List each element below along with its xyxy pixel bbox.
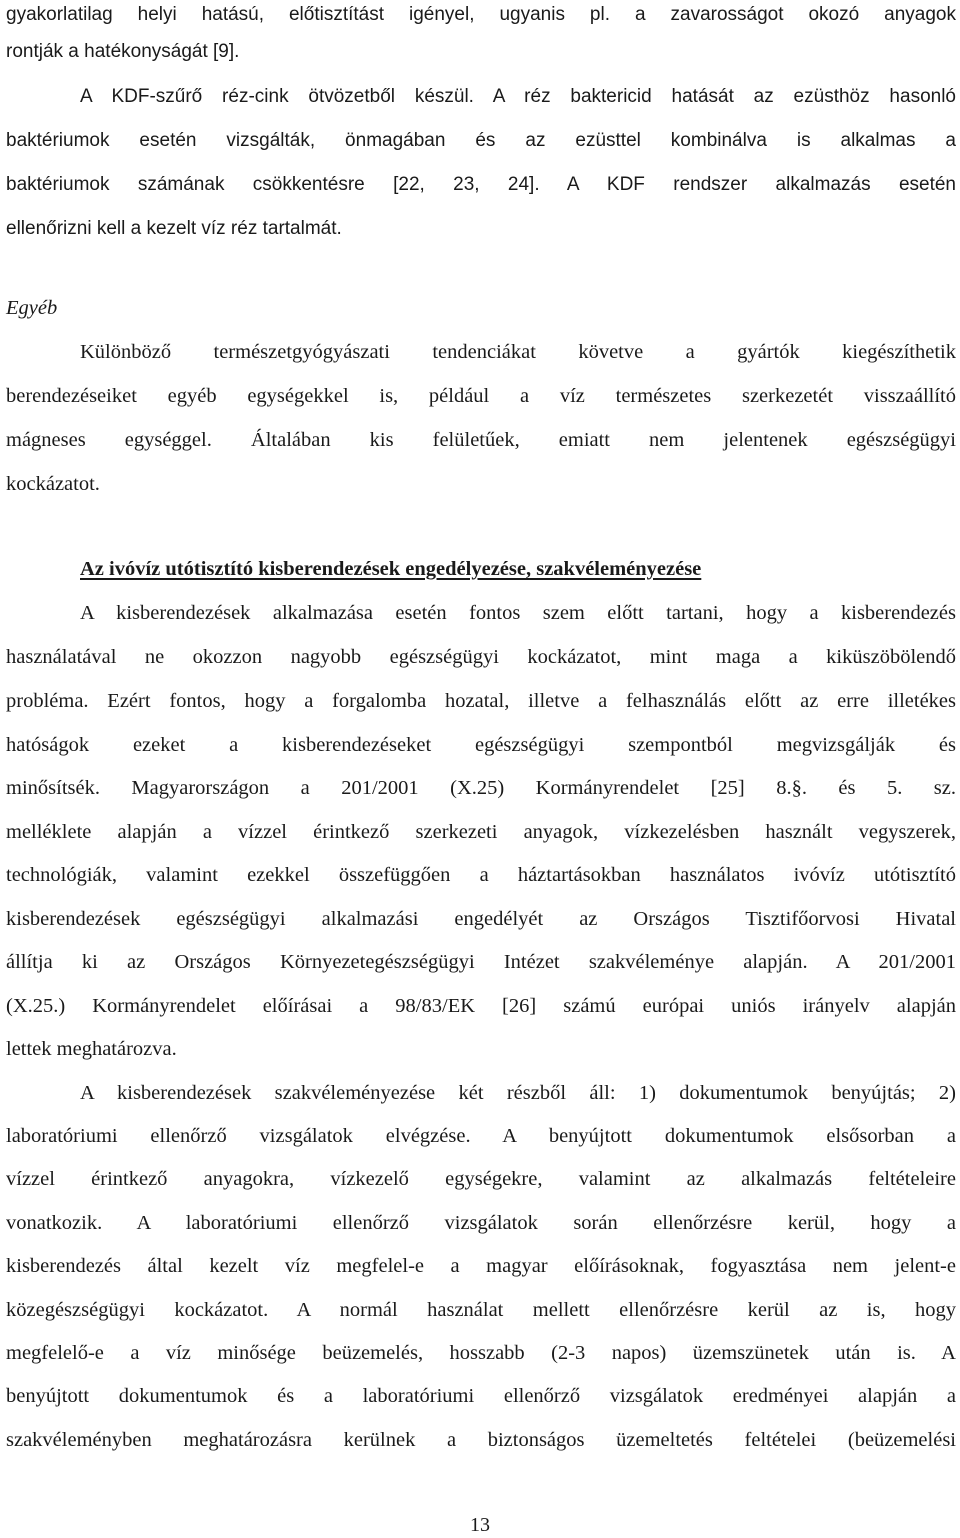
text-line: baktériumok számának csökkentésre [22, 23, 24]. A KDF rendszer alkalmazás esetén bbox=[6, 174, 956, 195]
text-line: gyakorlatilag helyi hatású, előtisztítást igényel, ugyanis pl. a zavarosságot okozó anyagok bbox=[6, 4, 956, 25]
text-line: hatóságok ezeket a kisberendezéseket egészségügyi szempontból megvizsgálják és bbox=[6, 734, 956, 756]
page-number: 13 bbox=[470, 1514, 490, 1536]
text-line: baktériumok esetén vizsgálták, önmagában és az ezüsttel kombinálva is alkalmas a bbox=[6, 130, 956, 151]
text-line: vonatkozik. A laboratóriumi ellenőrző vizsgálatok során ellenőrzésre kerül, hogy a bbox=[6, 1212, 956, 1234]
text-line: A KDF-szűrő réz-cink ötvözetből készül. A réz baktericid hatását az ezüsthöz hasonló bbox=[80, 86, 956, 107]
text-line: melléklete alapján a vízzel érintkező szerkezeti anyagok, vízkezelésben használt vegyszerek, bbox=[6, 821, 956, 843]
subsection-title: Egyéb bbox=[6, 297, 58, 319]
text-line: laboratóriumi ellenőrző vizsgálatok elvégzése. A benyújtott dokumentumok elsősorban a bbox=[6, 1125, 956, 1147]
text-line: használatával ne okozzon nagyobb egészségügyi kockázatot, mint maga a kiküszöbölendő bbox=[6, 646, 956, 668]
text-line: vízzel érintkező anyagokra, vízkezelő egységekre, valamint az alkalmazás feltételeire bbox=[6, 1168, 956, 1190]
text-line: berendezéseiket egyéb egységekkel is, például a víz természetes szerkezetét visszaállító bbox=[6, 385, 956, 407]
section-heading: Az ivóvíz utótisztító kisberendezések engedélyezése, szakvéleményezése bbox=[80, 558, 702, 580]
text-line: lettek meghatározva. bbox=[6, 1038, 177, 1060]
text-line: (X.25.) Kormányrendelet előírásai a 98/83/EK [26] számú európai uniós irányelv alapján bbox=[6, 995, 956, 1017]
text-line: kockázatot. bbox=[6, 473, 100, 495]
text-line: mágneses egységgel. Általában kis felületűek, emiatt nem jelentenek egészségügyi bbox=[6, 429, 956, 451]
text-line: közegészségügyi kockázatot. A normál használat mellett ellenőrzésre kerül az is, hogy bbox=[6, 1299, 956, 1321]
text-line: probléma. Ezért fontos, hogy a forgalomba hozatal, illetve a felhasználás előtt az erre illetékes bbox=[6, 690, 956, 712]
text-line: szakvéleményben meghatározásra kerülnek a biztonságos üzemeltetés feltételei (beüzemelési bbox=[6, 1429, 956, 1451]
text-line: Különböző természetgyógyászati tendenciákat követve a gyártók kiegészíthetik bbox=[80, 341, 956, 363]
text-line: A kisberendezések szakvéleményezése két részből áll: 1) dokumentumok benyújtás; 2) bbox=[80, 1082, 956, 1104]
text-line: technológiák, valamint ezekkel összefüggően a háztartásokban használatos ivóvíz utótisztító bbox=[6, 864, 956, 886]
text-line: kisberendezések egészségügyi alkalmazási engedélyét az Országos Tisztifőorvosi Hivatal bbox=[6, 908, 956, 930]
text-line: ellenőrizni kell a kezelt víz réz tartalmát. bbox=[6, 218, 342, 239]
text-line: minősítsék. Magyarországon a 201/2001 (X.25) Kormányrendelet [25] 8.§. és 5. sz. bbox=[6, 777, 956, 799]
text-line: megfelelő-e a víz minősége beüzemelés, hosszabb (2-3 napos) üzemszünetek után is. A bbox=[6, 1342, 956, 1364]
text-line: kisberendezés által kezelt víz megfelel-e a magyar előírásoknak, fogyasztása nem jelent-e bbox=[6, 1255, 956, 1277]
text-line: A kisberendezések alkalmazása esetén fontos szem előtt tartani, hogy a kisberendezés bbox=[80, 602, 956, 624]
text-line: benyújtott dokumentumok és a laboratóriumi ellenőrző vizsgálatok eredményei alapján a bbox=[6, 1385, 956, 1407]
text-line: állítja ki az Országos Környezetegészségügyi Intézet szakvéleménye alapján. A 201/2001 bbox=[6, 951, 956, 973]
text-line: rontják a hatékonyságát [9]. bbox=[6, 41, 240, 62]
